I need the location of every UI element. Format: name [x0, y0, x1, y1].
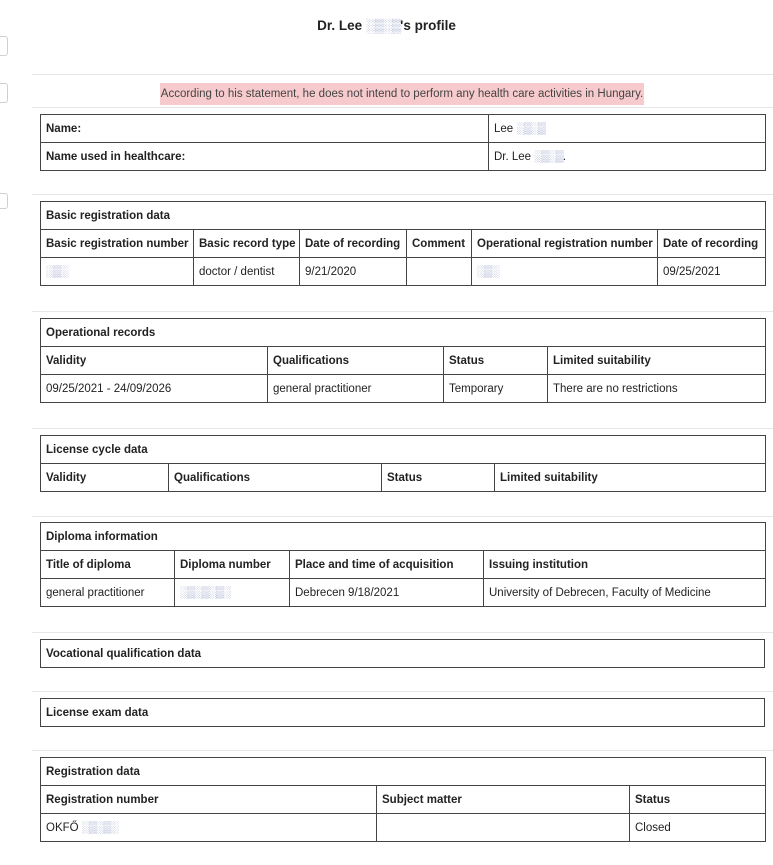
table-header-row	[41, 464, 766, 492]
section-title-operational-records: Operational records	[41, 319, 766, 347]
divider	[32, 750, 773, 751]
table-row	[41, 115, 766, 143]
table-header-row	[41, 230, 766, 258]
section-title-diploma: Diploma information	[41, 523, 766, 551]
name-label: Name:	[41, 115, 489, 143]
subject-matter	[377, 814, 630, 842]
column-header: Validity	[41, 347, 268, 375]
page-title	[0, 18, 773, 33]
title-prefix: Dr. Lee	[317, 18, 366, 33]
status: Temporary	[444, 375, 548, 403]
table-row	[41, 579, 766, 607]
table-header-row	[41, 786, 766, 814]
table-row	[41, 258, 766, 286]
redacted-name: ░▒░▒	[534, 150, 563, 163]
column-header: Status	[444, 347, 548, 375]
column-header: Basic registration number	[41, 230, 194, 258]
name-value	[489, 115, 766, 143]
redacted-value: ░▒░▒░▒░	[180, 586, 231, 599]
section-title-vocational: Vocational qualification data	[41, 640, 765, 668]
divider	[32, 74, 773, 75]
redacted-value: ░▒░	[46, 265, 68, 278]
vocational-table	[40, 639, 765, 668]
column-header: Diploma number	[175, 551, 290, 579]
column-header: Date of recording	[300, 230, 407, 258]
basic-registration-table	[40, 201, 766, 286]
divider	[32, 107, 773, 108]
divider	[32, 428, 773, 429]
issuing-institution: University of Debrecen, Faculty of Medicine	[484, 579, 766, 607]
column-header: Validity	[41, 464, 169, 492]
column-header: Title of diploma	[41, 551, 175, 579]
partial-input-1[interactable]	[0, 36, 8, 56]
section-title-basic-registration: Basic registration data	[41, 202, 766, 230]
operational-records-table	[40, 318, 766, 403]
record-type: doctor / dentist	[194, 258, 300, 286]
healthcare-name-label: Name used in healthcare:	[41, 143, 489, 171]
column-header: Limited suitability	[548, 347, 766, 375]
divider	[32, 691, 773, 692]
divider	[32, 516, 773, 517]
validity: 09/25/2021 - 24/09/2026	[41, 375, 268, 403]
divider	[32, 632, 773, 633]
redacted-name: ░▒░▒	[516, 122, 545, 135]
divider	[32, 194, 773, 195]
qualification: general practitioner	[268, 375, 444, 403]
column-header: Status	[630, 786, 766, 814]
column-header: Qualifications	[169, 464, 382, 492]
date-of-recording: 9/21/2020	[300, 258, 407, 286]
table-header-row	[41, 551, 766, 579]
registration-number	[41, 814, 377, 842]
table-row	[41, 375, 766, 403]
table-row	[41, 814, 766, 842]
column-header: Registration number	[41, 786, 377, 814]
table-header-row	[41, 347, 766, 375]
place-and-time: Debrecen 9/18/2021	[290, 579, 484, 607]
limited-suitability: There are no restrictions	[548, 375, 766, 403]
column-header: Operational registration number	[472, 230, 658, 258]
diploma-number	[175, 579, 290, 607]
title-suffix: 's profile	[400, 18, 456, 33]
name-table	[40, 114, 766, 171]
column-header: Subject matter	[377, 786, 630, 814]
diploma-title: general practitioner	[41, 579, 175, 607]
divider	[32, 311, 773, 312]
redacted-value: ░▒░▒░	[81, 821, 118, 834]
healthcare-name-value	[489, 143, 766, 171]
column-header: Limited suitability	[495, 464, 766, 492]
column-header: Qualifications	[268, 347, 444, 375]
section-title-license-cycle: License cycle data	[41, 436, 766, 464]
registration-prefix: OKFŐ	[46, 821, 82, 834]
column-header: Date of recording	[658, 230, 766, 258]
date-of-recording-2: 09/25/2021	[658, 258, 766, 286]
healthcare-prefix: Dr. Lee	[494, 150, 535, 163]
column-header: Issuing institution	[484, 551, 766, 579]
redacted-surname: ░▒░▒	[365, 18, 401, 33]
registration-status: Closed	[630, 814, 766, 842]
license-cycle-table	[40, 435, 766, 492]
license-exam-table	[40, 698, 765, 727]
comment	[407, 258, 472, 286]
operational-registration-number	[472, 258, 658, 286]
partial-input-3[interactable]	[0, 193, 8, 209]
redacted-value: ░▒░	[477, 265, 499, 278]
column-header: Basic record type	[194, 230, 300, 258]
registration-table	[40, 757, 766, 842]
notice-banner: According to his statement, he does not intend to perform any health care activities in Hungary.	[160, 83, 644, 105]
basic-registration-number	[41, 258, 194, 286]
column-header: Status	[382, 464, 495, 492]
table-row	[41, 143, 766, 171]
section-title-license-exam: License exam data	[41, 699, 765, 727]
diploma-table	[40, 522, 766, 607]
partial-input-2[interactable]	[0, 83, 8, 103]
healthcare-suffix: .	[562, 150, 567, 163]
name-prefix: Lee	[494, 122, 517, 135]
section-title-registration: Registration data	[41, 758, 766, 786]
column-header: Place and time of acquisition	[290, 551, 484, 579]
column-header: Comment	[407, 230, 472, 258]
